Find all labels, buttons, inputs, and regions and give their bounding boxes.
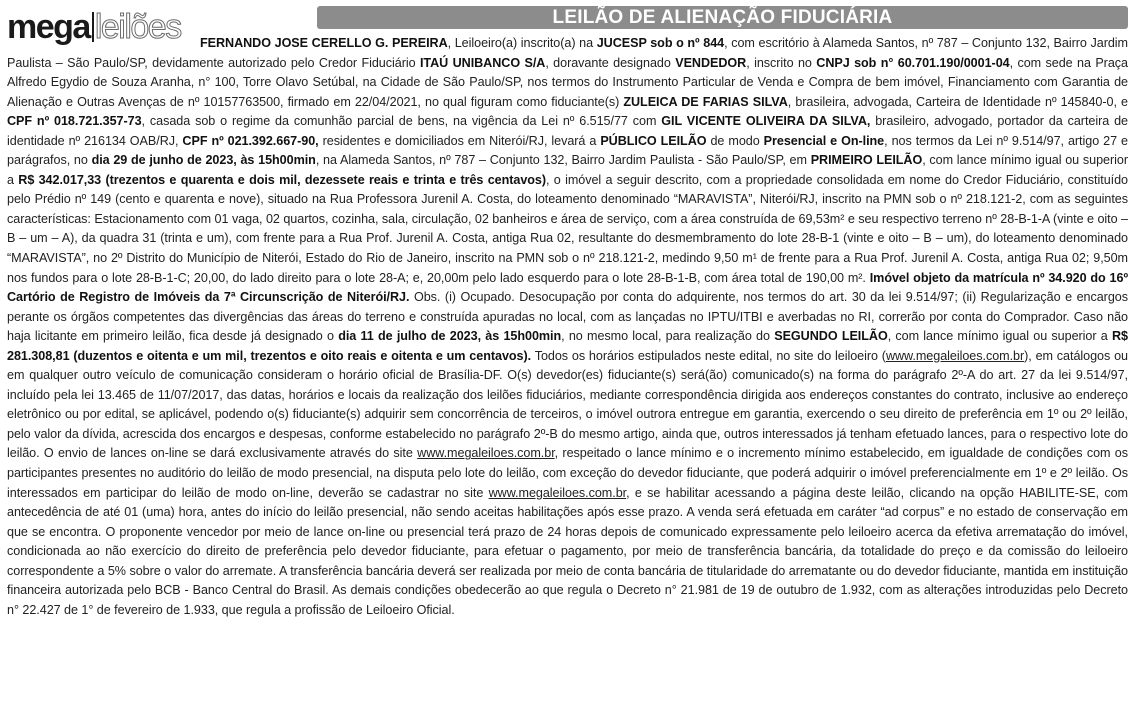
emphasis-text: CPF nº 018.721.357-73 (7, 114, 142, 129)
logo-wordmark-mega: mega (7, 8, 90, 46)
body-text-run: , doravante designado (545, 55, 676, 70)
body-text-run: Obs. (i) Ocupado. Desocupação por conta do adquirente, nos termos do art. 30 da lei 9.514/97; (ii) Regularização e encargos perante os órgãos competentes das divergências das áreas do terreno e construída apuradas no local, com as lançadas no IPTU/ITBI e averbadas no RI, correrão por conta do Comprador. Caso não haja licitante em primeiro leilão, fica desde já designado o (7, 290, 1128, 344)
emphasis-text: FERNANDO JOSE CERELLO G. PEREIRA (200, 36, 448, 50)
body-text-run: , na Alameda Santos, nº 787 – Conjunto 132, Bairro Jardim Paulista - São Paulo/SP, em (315, 153, 811, 168)
body-text-run: , com sede na Praça Alfredo Egydio de Souza Aranha, n° 100, Torre Olavo Setúbal, na Cidade de São Paulo/SP, nos termos do Instrumento Particular de Venda e Compra de bem imóvel, Financiamento com Garantia de Alienação e Outras Avenças de nº 10157763500, firmado em 22/04/2021, no qual figuram como fiduciante(s) (7, 55, 1128, 109)
body-text-run: ), em catálogos ou em qualquer outro veículo de comunicação consideram o horário oficial de Brasília-DF. O(s) devedor(es) fiduciante(s) será(ão) comunicado(s) na forma do parágrafo 2º-A do art. 27 da lei 9.514/97, incluído pela lei 13.465 de 11/07/2017, das datas, horários e locais da realização dos leilões fiduciários, mediante correspondência dirigida aos endereços constantes do contrato, inclusive ao endereço eletrônico ou por edital, se aplicável, podendo o(s) fiduciante(s) adquirir sem concorrência de terceiros, o imóvel outrora entregue em garantia, exercendo o seu direito de preferência em 1º ou 2º leilão, pelo valor da dívida, acrescida dos encargos e despesas, conforme estabelecido no parágrafo 2º-B do mesmo artigo, ainda que, outros interessados já tenham efetuado lances, para o respectivo lote do leilão. O envio de lances on-line se dará exclusivamente através do site (7, 348, 1128, 461)
emphasis-text: SEGUNDO LEILÃO (774, 329, 888, 344)
body-text-run: , brasileira, advogada, Carteira de Identidade nº 145840-0, e (787, 94, 1129, 109)
body-text-run: , o imóvel a seguir descrito, com a propriedade consolidada em nome do Credor Fiduciário, constituído pelo Prédio nº 149 (cento e quarenta e nove), situado na Rua Professora Jurenil A. Costa, do loteamento denominado “MARAVISTA”, Niterói/RJ, inscrito na PMN sob o nº 218.121-2, com as seguintes características: Estacionamento com 01 vaga, 02 quartos, cozinha, sala, circulação, 02 banheiros e área de serviço, com a área construída de 69,53m² e seu respectivo terreno nº 28-B-1-A (vinte e oito – B – um – A), da quadra 31 (trinta e um), com frente para a Rua Prof. Jurenil A. Costa, antiga Rua 02, resultante do desmembramento do lote 28-B-1 (vinte e oito – B – um), do loteamento denominado “MARAVISTA”, no 2º Distrito do Município de Niterói, Estado do Rio de Janeiro, inscrito na PMN sob o nº 218.121-2, medindo 9,50 m¹ de frente para a Rua Prof. Jurenil A. Costa, antiga Rua 02; 9,50m nos fundos para o lote 28-B-1-C; 20,00, do lado direito para o lote 28-A; e, 20,00m pelo lado esquerdo para o lote 28-B-1-B, com área total de 190,00 m². (7, 172, 1129, 285)
emphasis-text: PRIMEIRO LEILÃO (810, 153, 923, 168)
emphasis-text: JUCESP sob o nº 844 (596, 36, 725, 50)
megaleiloes-logo (7, 8, 190, 46)
emphasis-text: ZULEICA DE FARIAS SILVA (623, 94, 788, 109)
website-link[interactable]: www.megaleiloes.com.br (488, 485, 627, 500)
body-text-run: , no mesmo local, para realização do (561, 329, 775, 344)
emphasis-text: dia 29 de junho de 2023, às 15h00min (91, 153, 316, 168)
emphasis-text: dia 11 de julho de 2023, às 15h00min (338, 329, 562, 344)
emphasis-text: ITAÚ UNIBANCO S/A (419, 55, 546, 70)
body-text-run: , nos termos da Lei nº 9.514/97, artigo 27 e parágrafos, no (7, 133, 1128, 168)
body-text-run: , com lance mínimo igual ou superior a (887, 329, 1112, 344)
emphasis-text: VENDEDOR (675, 55, 747, 70)
emphasis-text: R$ 342.017,33 (trezentos e quarenta e dois mil, dezessete reais e trinta e três centavos) (18, 172, 547, 187)
emphasis-text: Presencial e On-line (763, 133, 885, 148)
notice-body (7, 34, 1128, 620)
body-text-run: , casada sob o regime da comunhão parcial de bens, na vigência da Lei nº 6.515/77 com (141, 114, 662, 129)
body-text-run: , Leiloeiro(a) inscrito(a) na (447, 36, 597, 50)
body-text-run: , com escritório à Alameda Santos, nº 787 – Conjunto 132, Bairro Jardim Paulista – São Paulo/SP, devidamente autorizado pelo Credor Fiduciário (7, 36, 1128, 70)
body-text-run: brasileiro, advogado, portador da carteira de identidade nº 216134 OAB/RJ, (7, 114, 1128, 148)
body-text-run: , com lance mínimo igual ou superior a (7, 153, 1128, 187)
website-link[interactable]: www.megaleiloes.com.br (885, 348, 1025, 363)
body-text-run: Todos os horários estipulados neste edital, no site do leiloeiro ( (531, 348, 886, 363)
logo-wordmark-leiloes: leilões (94, 8, 181, 46)
emphasis-text: GIL VICENTE OLIVEIRA DA SILVA, (661, 114, 871, 129)
notice-title-banner: LEILÃO DE ALIENAÇÃO FIDUCIÁRIA (317, 6, 1128, 29)
body-text-run: de modo (706, 133, 764, 148)
emphasis-text: CPF nº 021.392.667-90, (182, 133, 319, 148)
body-text-run: , respeitado o lance mínimo e o incremento mínimo estabelecido, em igualdade de condições com os participantes presentes no auditório do leilão de modo presencial, na disputa pelo lote do leilão, com exceção do devedor fiduciante, que poderá adquirir o imóvel preferencialmente em 1º e 2º leilão. Os interessados em participar do leilão de modo on-line, deverão se cadastrar no site (7, 446, 1128, 500)
emphasis-text: Imóvel objeto da matrícula nº 34.920 do 16º Cartório de Registro de Imóveis da 7ª Circunscrição de Niterói/RJ. (7, 270, 1129, 305)
body-text-run: , e se habilitar acessando a página deste leilão, clicando na opção HABILITE-SE, com antecedência de até 01 (uma) hora, antes do início do leilão presencial, não sendo aceitas habilitações após esse prazo. A venda será efetuada em caráter “ad corpus” e no estado de conservação em que se encontra. O proponente vencedor por meio de lance on-line ou presencial terá prazo de 24 horas depois de comunicado expressamente pelo leiloeiro acerca da efetiva arrematação do imóvel, condicionada ao não exercício do direito de preferência pelo devedor fiduciante, para efetuar o pagamento, por meio de transferência bancária, da totalidade do preço e da comissão do leiloeiro correspondente a 5% sobre o valor do arremate. A transferência bancária deverá ser realizada por meio de conta bancária de titularidade do arrematante ou do devedor fiduciante, mantida em instituição financeira autorizada pelo BCB - Banco Central do Brasil. As demais condições obedecerão ao que regula o Decreto n° 21.981 de 19 de outubro de 1.932, com as alterações introduzidas pelo Decreto n° 22.427 de 1° de fevereiro de 1.933, que regula a profissão de Leiloeiro Oficial. (7, 485, 1128, 617)
emphasis-text: R$ 281.308,81 (duzentos e oitenta e um mil, trezentos e oito reais e oitenta e um centavos). (7, 329, 1128, 363)
website-link[interactable]: www.megaleiloes.com.br (417, 446, 555, 461)
logo-divider (92, 12, 94, 42)
body-text-run: residentes e domiciliados em Niterói/RJ, levará a (318, 133, 601, 148)
body-text-run: , inscrito no (746, 55, 817, 70)
emphasis-text: PÚBLICO LEILÃO (600, 133, 707, 148)
emphasis-text: CNPJ sob n° 60.701.190/0001-04 (816, 55, 1010, 70)
